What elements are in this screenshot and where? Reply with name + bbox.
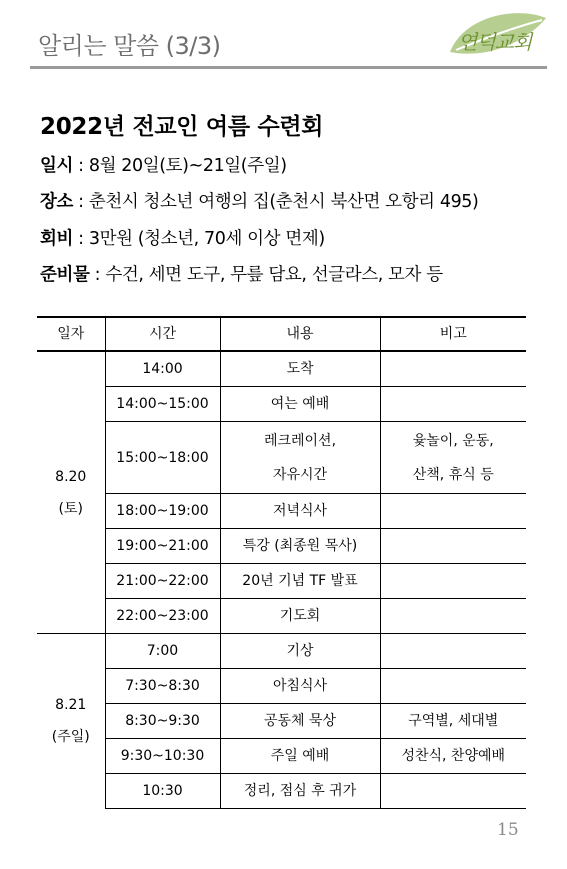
table-row xyxy=(37,494,526,529)
note-cell xyxy=(380,599,526,634)
content-cell: 아침식사 xyxy=(220,669,380,704)
time-cell: 8:30~9:30 xyxy=(105,704,220,739)
table-row xyxy=(37,529,526,564)
info-date xyxy=(40,152,287,177)
time-cell: 22:00~23:00 xyxy=(105,599,220,634)
content-cell: 특강 (최종원 목사) xyxy=(220,529,380,564)
day-cell xyxy=(37,351,105,634)
info-fee-value: : 3만원 (청소년, 70세 이상 면제) xyxy=(73,229,325,249)
time-cell: 18:00~19:00 xyxy=(105,494,220,529)
info-date-value: : 8월 20일(토)~21일(주일) xyxy=(73,156,287,176)
content-cell: 주일 예배 xyxy=(220,739,380,774)
info-date-label: 일시 xyxy=(40,156,74,176)
header-divider xyxy=(30,66,547,69)
note-cell xyxy=(380,494,526,529)
note-line: 산책, 휴식 등 xyxy=(412,466,494,483)
content-cell: 기도회 xyxy=(220,599,380,634)
info-location-value: : 춘천시 청소년 여행의 집(춘천시 북산면 오항리 495) xyxy=(73,192,479,212)
table-row xyxy=(37,387,526,422)
table-row xyxy=(37,351,526,387)
time-cell: 7:30~8:30 xyxy=(105,669,220,704)
note-cell xyxy=(380,351,526,387)
time-cell: 21:00~22:00 xyxy=(105,564,220,599)
note-cell xyxy=(380,634,526,669)
page-number: 15 xyxy=(497,820,519,840)
note-cell xyxy=(380,422,526,494)
content-cell: 정리, 점심 후 귀가 xyxy=(220,774,380,809)
table-row xyxy=(37,422,526,494)
info-supplies xyxy=(40,261,443,286)
info-supplies-label: 준비물 xyxy=(40,265,90,285)
time-cell: 10:30 xyxy=(105,774,220,809)
content-cell: 여는 예배 xyxy=(220,387,380,422)
table-row xyxy=(37,564,526,599)
time-cell: 14:00~15:00 xyxy=(105,387,220,422)
event-title: 2022년 전교인 여름 수련회 xyxy=(40,114,324,140)
content-cell: 기상 xyxy=(220,634,380,669)
content-cell: 공동체 묵상 xyxy=(220,704,380,739)
note-cell xyxy=(380,387,526,422)
day-date: 8.21 xyxy=(55,697,87,714)
content-line: 자유시간 xyxy=(272,466,328,483)
content-cell xyxy=(220,422,380,494)
day-weekday: (주일) xyxy=(51,729,90,746)
info-location-label: 장소 xyxy=(40,192,74,212)
column-header-date: 일자 xyxy=(37,317,105,351)
content-cell: 저녁식사 xyxy=(220,494,380,529)
note-line: 윷놀이, 운동, xyxy=(412,432,494,449)
note-cell: 성찬식, 찬양예배 xyxy=(380,739,526,774)
day-cell xyxy=(37,634,105,809)
day-weekday: (토) xyxy=(58,500,83,517)
content-line: 레크레이션, xyxy=(263,432,337,449)
note-cell: 구역별, 세대별 xyxy=(380,704,526,739)
schedule-table xyxy=(37,316,526,809)
day-date: 8.20 xyxy=(55,468,87,485)
church-logo-text: 연덕교회 xyxy=(458,30,532,54)
time-cell: 14:00 xyxy=(105,351,220,387)
table-row xyxy=(37,739,526,774)
column-header-content: 내용 xyxy=(220,317,380,351)
table-row xyxy=(37,669,526,704)
table-header-row xyxy=(37,317,526,351)
note-cell xyxy=(380,564,526,599)
note-cell xyxy=(380,774,526,809)
content-cell: 20년 기념 TF 발표 xyxy=(220,564,380,599)
table-row xyxy=(37,634,526,669)
column-header-note: 비고 xyxy=(380,317,526,351)
info-supplies-value: : 수건, 세면 도구, 무릎 담요, 선글라스, 모자 등 xyxy=(89,265,443,285)
content-cell: 도착 xyxy=(220,351,380,387)
time-cell: 7:00 xyxy=(105,634,220,669)
info-fee-label: 회비 xyxy=(40,229,74,249)
info-fee xyxy=(40,225,325,250)
section-title: 알리는 말씀 (3/3) xyxy=(38,32,221,60)
info-location xyxy=(40,188,478,213)
note-cell xyxy=(380,669,526,704)
time-cell: 15:00~18:00 xyxy=(105,422,220,494)
column-header-time: 시간 xyxy=(105,317,220,351)
table-row xyxy=(37,704,526,739)
time-cell: 9:30~10:30 xyxy=(105,739,220,774)
note-cell xyxy=(380,529,526,564)
time-cell: 19:00~21:00 xyxy=(105,529,220,564)
table-row xyxy=(37,774,526,809)
table-row xyxy=(37,599,526,634)
